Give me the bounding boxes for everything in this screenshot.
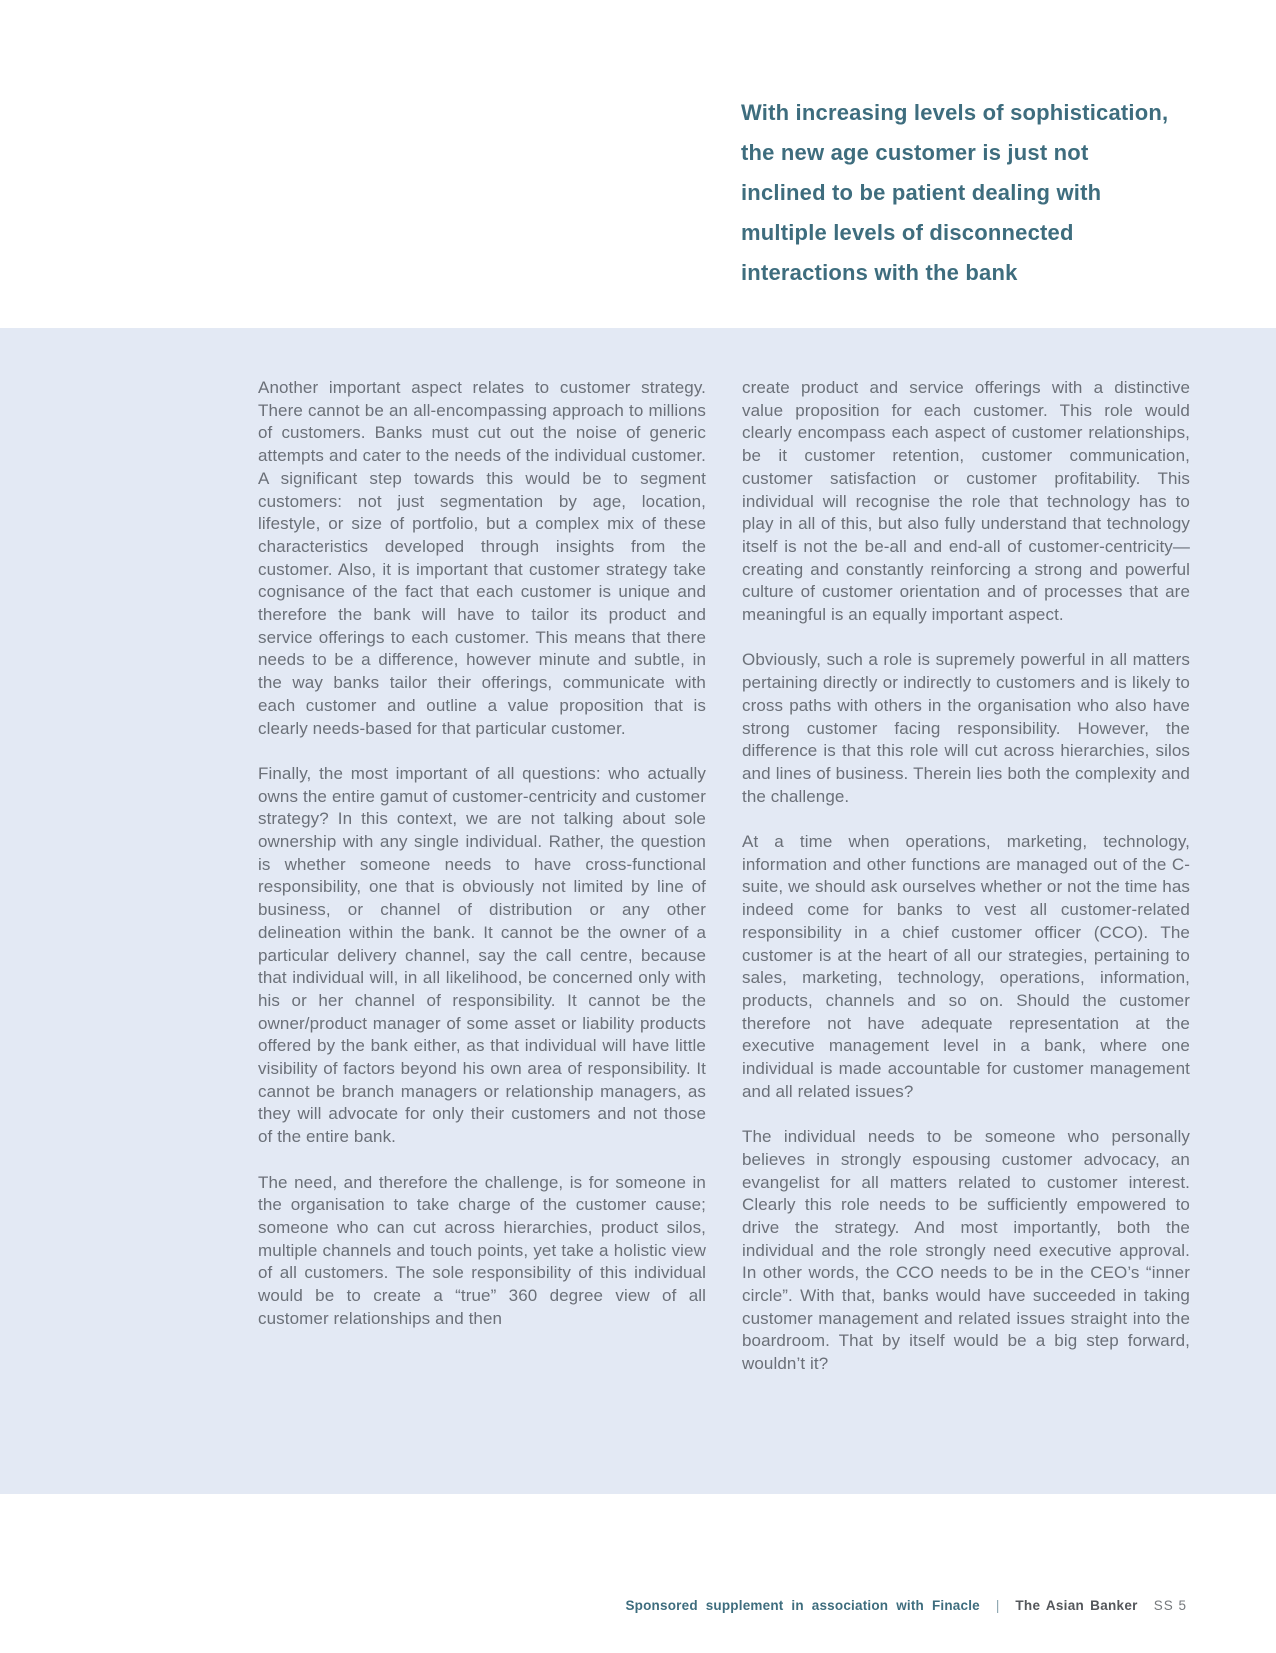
article-body: [258, 377, 1190, 1376]
content-panel: [0, 328, 1276, 1494]
pull-quote-line: With increasing levels of sophistication,: [741, 100, 1169, 125]
pull-quote-line: multiple levels of disconnected: [741, 220, 1074, 245]
body-paragraph: At a time when operations, marketing, technology, information and other functions are managed out of the C-suite, we should ask ourselves whether or not the time has indeed come for banks to vest all customer-related responsibility in a chief customer officer (CCO). The customer is at the heart of all our strategies, pertaining to sales, marketing, technology, operations, information, products, channels and so on. Should the customer therefore not have adequate representation at the executive management level in a bank, where one individual is made accountable for customer management and all related issues?: [742, 832, 1190, 1101]
footer-page-number: SS 5: [1153, 1598, 1187, 1613]
pull-quote-line: interactions with the bank: [741, 260, 1018, 285]
footer-separator: |: [995, 1598, 1000, 1613]
body-paragraph: Obviously, such a role is supremely powerful in all matters pertaining directly or indirectly to customers and is likely to cross paths with others in the organisation who also have strong customer facing responsibility. However, the difference is that this role will cut across hierarchies, silos and lines of business. Therein lies both the complexity and the challenge.: [742, 650, 1190, 806]
body-paragraph: Another important aspect relates to customer strategy. There cannot be an all-encompassing approach to millions of customers. Banks must cut out the noise of generic attempts and cater to the needs of the individual customer. A significant step towards this would be to segment customers: not just segmentation by age, location, lifestyle, or size of portfolio, but a complex mix of these characteristics developed through insights from the customer. Also, it is important that customer strategy take cognisance of the fact that each customer is unique and therefore the bank will have to tailor its product and service offerings to each customer. This means that there needs to be a difference, however minute and subtle, in the way banks tailor their offerings, communicate with each customer and outline a value proposition that is clearly needs-based for that particular customer.: [258, 378, 706, 738]
pull-quote-line: the new age customer is just not: [741, 140, 1089, 165]
body-paragraph: create product and service offerings with a distinctive value proposition for each customer. This role would clearly encompass each aspect of customer relationships, be it customer retention, customer communication, customer satisfaction or customer profitability. This individual will recognise the role that technology has to play in all of this, but also fully understand that technology itself is not the be-all and end-all of customer-centricity—creating and constantly reinforcing a strong and powerful culture of customer orientation and of processes that are meaningful is an equally important aspect.: [742, 378, 1190, 625]
page-footer: [625, 1597, 1187, 1615]
footer-publication-name: The Asian Banker: [1015, 1598, 1138, 1613]
body-paragraph: Finally, the most important of all questions: who actually owns the entire gamut of customer-centricity and customer strategy? In this context, we are not talking about sole ownership with any single individual. Rather, the question is whether someone needs to have cross-functional responsibility, one that is obviously not limited by line of business, or channel of distribution or any other delineation within the bank. It cannot be the owner of a particular delivery channel, say the call centre, because that individual will, in all likelihood, be concerned only with his or her channel of responsibility. It cannot be the owner/product manager of some asset or liability products offered by the bank either, as that individual will have little visibility of factors beyond his own area of responsibility. It cannot be branch managers or relationship managers, as they will advocate for only their customers and not those of the entire bank.: [258, 763, 706, 1147]
body-paragraph: The individual needs to be someone who personally believes in strongly espousing customer advocacy, an evangelist for all matters related to customer interest. Clearly this role needs to be sufficiently empowered to drive the strategy. And most importantly, both the individual and the role strongly need executive approval. In other words, the CCO needs to be in the CEO’s “inner circle”. With that, banks would have succeeded in taking customer management and related issues straight into the boardroom. That by itself would be a big step forward, wouldn’t it?: [742, 1127, 1190, 1374]
article-left-column: [258, 377, 706, 1376]
pull-quote: [741, 93, 1196, 293]
pull-quote-line: inclined to be patient dealing with: [741, 180, 1102, 205]
article-right-column: [742, 377, 1190, 1376]
body-paragraph: The need, and therefore the challenge, is for someone in the organisation to take charge of the customer cause; someone who can cut across hierarchies, product silos, multiple channels and touch points, yet take a holistic view of all customers. The sole responsibility of this individual would be to create a “true” 360 degree view of all customer relationships and then: [258, 1172, 706, 1328]
footer-sponsor-text: Sponsored supplement in association with Finacle: [625, 1598, 980, 1613]
